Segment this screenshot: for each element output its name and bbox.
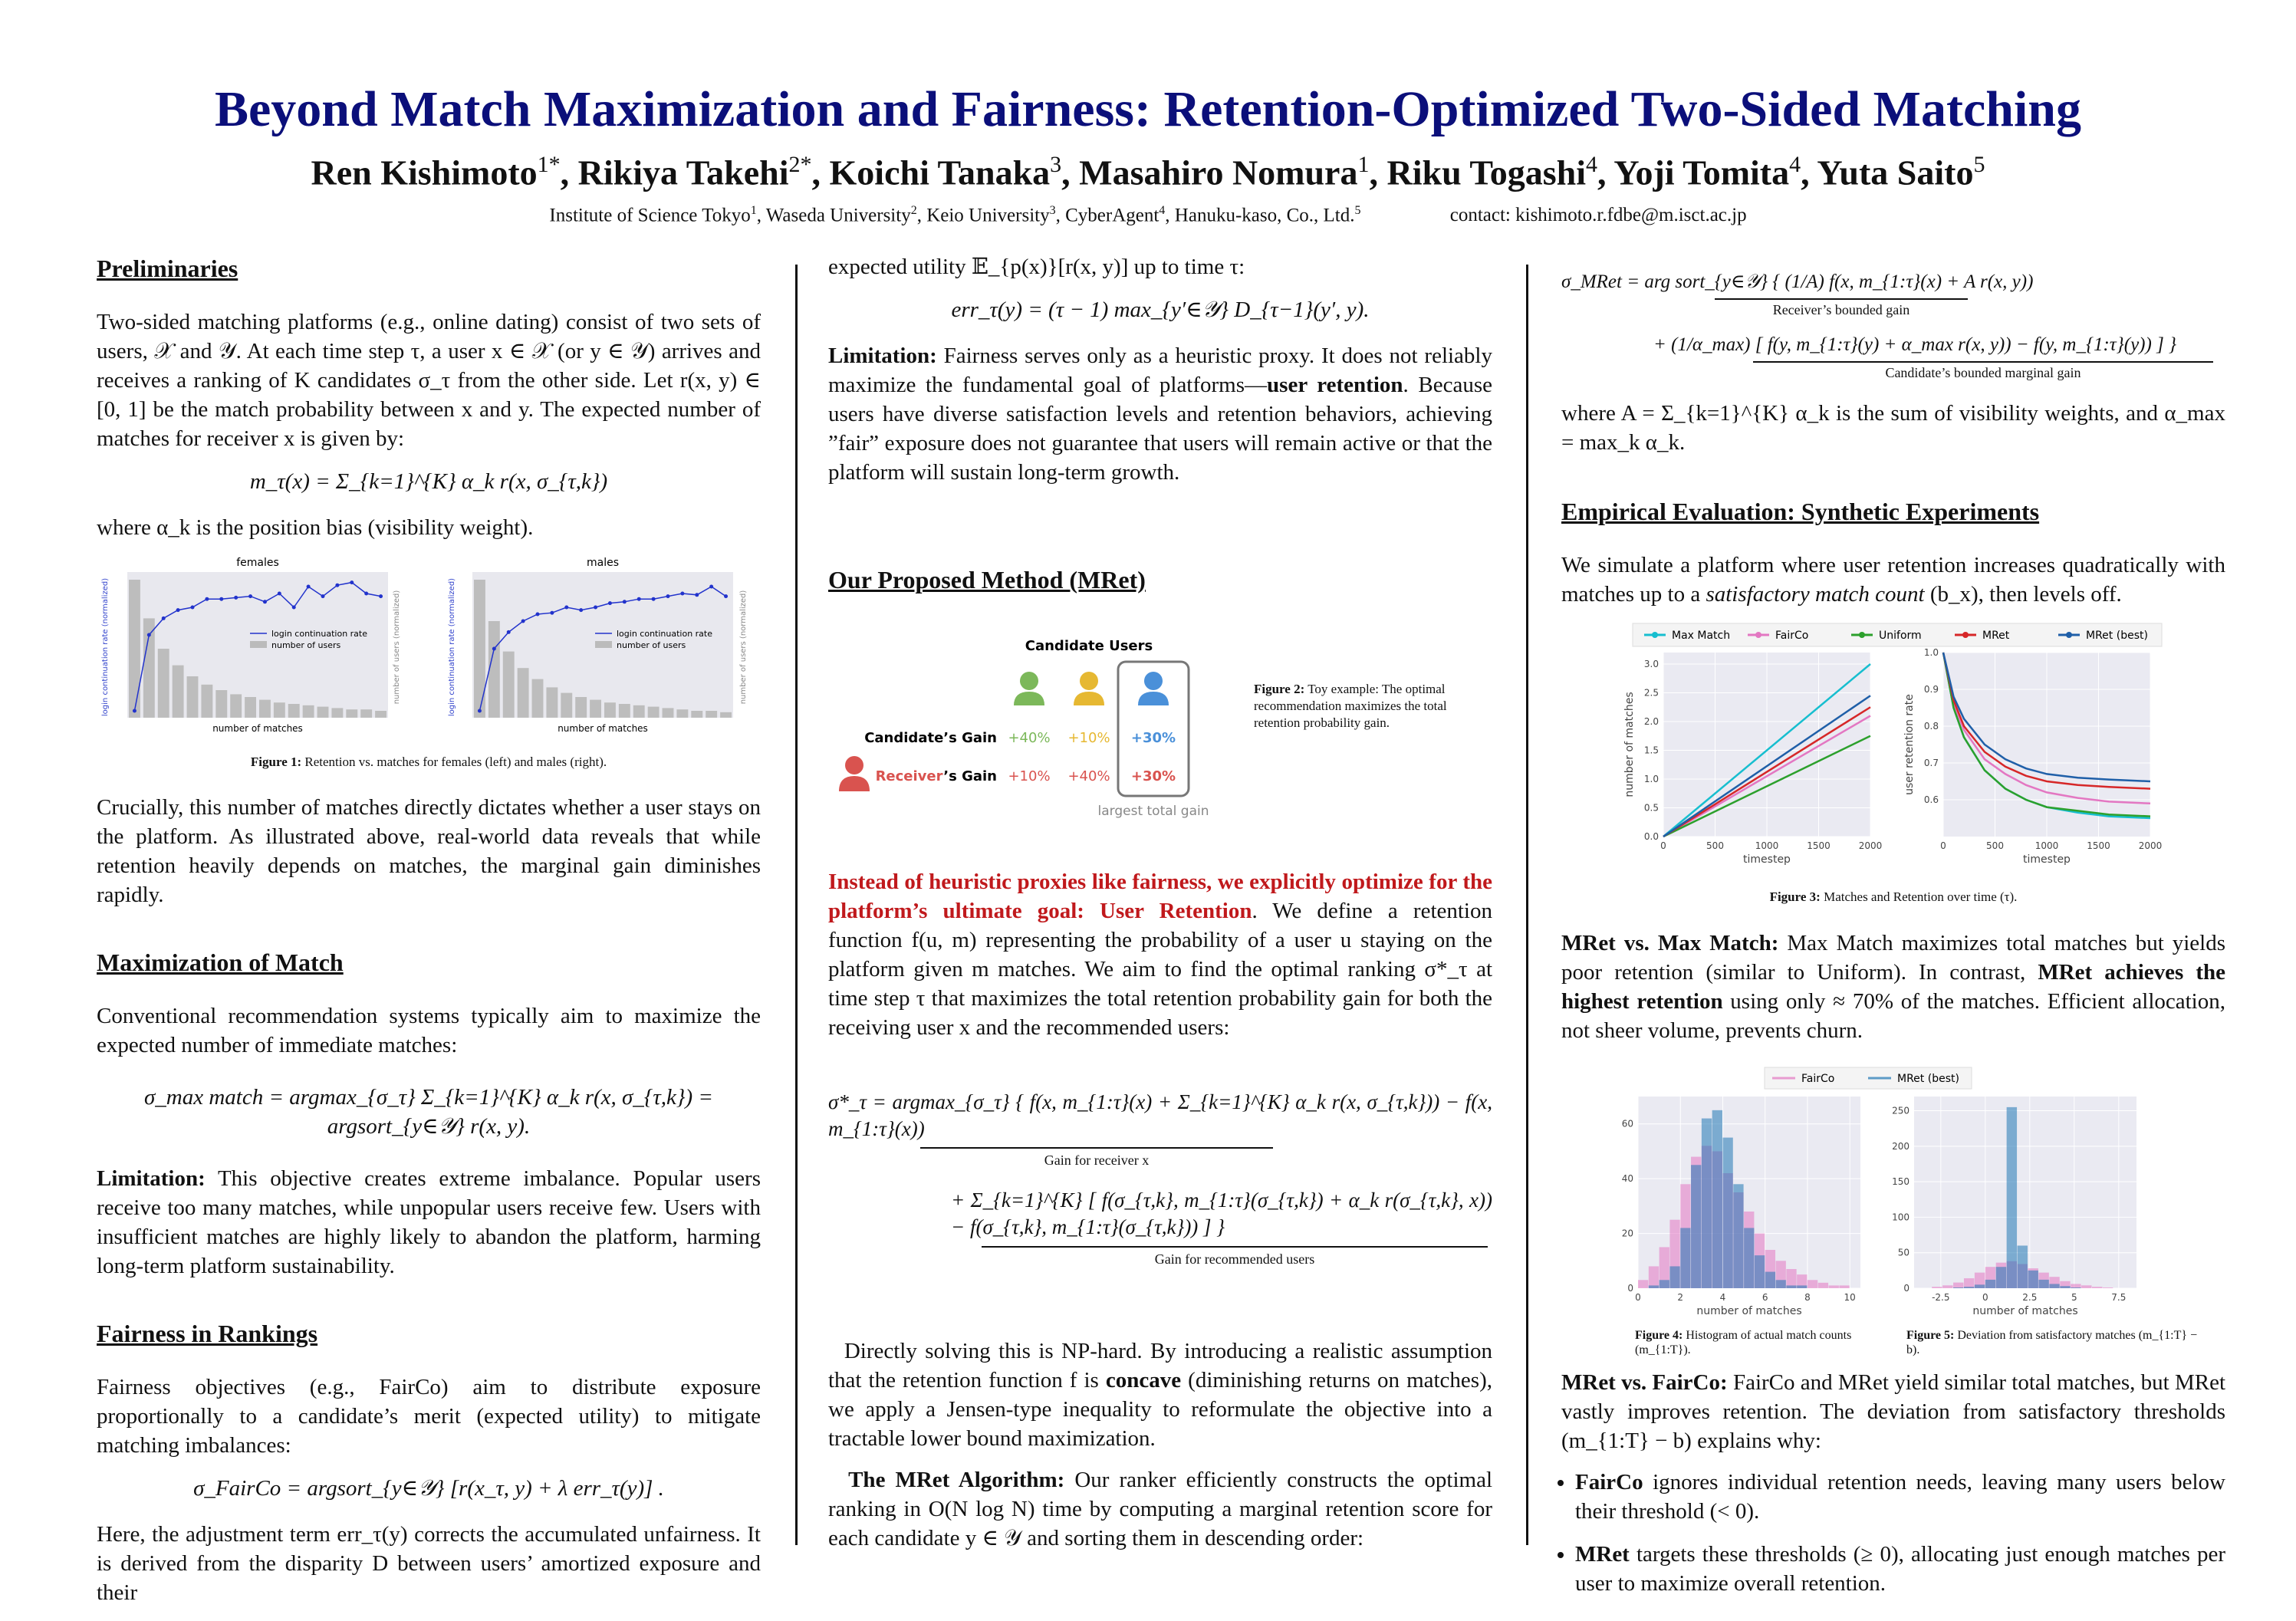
hist-bar	[1953, 1282, 1963, 1287]
fig1-panel-males	[448, 557, 748, 734]
hist-bar	[1964, 1287, 1974, 1288]
fig1-bar	[488, 621, 500, 718]
fig3-legend	[1633, 623, 2162, 646]
section-title-maximization: Maximization of Match	[97, 948, 344, 976]
bullet-list	[1561, 1468, 2225, 1599]
hist-bar	[2028, 1271, 2038, 1288]
fig1-bar	[129, 580, 140, 718]
fig1-legend-line: login continuation rate	[271, 628, 368, 639]
tick-label: 20	[1621, 1228, 1633, 1239]
figure-3-caption: Figure 3: Matches and Retention over time (τ).	[1769, 889, 2018, 905]
legend-label: Uniform	[1879, 629, 1922, 642]
author-name: Ren Kishimoto	[311, 153, 538, 192]
hist-bar	[1786, 1285, 1796, 1288]
receiver-icon	[839, 756, 870, 791]
tick-label: 8	[1804, 1291, 1811, 1303]
tick-label: 2.5	[1643, 687, 1659, 698]
gain-value: +30%	[1130, 768, 1176, 784]
hist-bar	[1744, 1228, 1754, 1288]
fig1-bar	[288, 704, 300, 718]
legend-marker	[1755, 632, 1761, 638]
axis-label: number of matches	[1972, 1304, 2078, 1317]
legend-label: FairCo	[1775, 629, 1809, 642]
paragraph: We simulate a platform where user retention increases quadratically with matches up to a satisfactory match count (b_x), then levels off.	[1561, 552, 2225, 607]
paragraph: MRet vs. Max Match: Max Match maximizes total matches but yields poor retention (similar to Uniform). In contrast, MRet achieves the highest retention using only ≈ 70% of the matches. Efficient allocation, not sheer volume, prevents churn.	[1561, 930, 2226, 1043]
tick-label: 2.0	[1643, 715, 1659, 727]
affiliations: Institute of Science Tokyo$^1$, Waseda University$^2$, Keio University$^3$, CyberAgent$^4$, Hanuku-kaso, Co., Ltd.$^5$ contact: kishimoto.r.fdbe@m.isct.ac.jp	[549, 204, 1747, 226]
fig1-bar	[173, 665, 184, 717]
fig1-bar	[346, 709, 357, 718]
tick-label: 50	[1897, 1247, 1909, 1258]
fig1-legend-bar: number of users	[617, 640, 686, 650]
hist-bar	[2007, 1107, 2017, 1288]
fig1-bar	[245, 697, 256, 718]
fig1-bar	[633, 705, 645, 718]
fig1-bar	[619, 704, 630, 718]
paragraph: Here, the adjustment term err_τ(y) corrects the accumulated unfairness. It is derived from the disparity D between users’ amortized exposure and their	[97, 1521, 761, 1605]
author-name: Yoji Tomita	[1613, 153, 1790, 192]
axis-label: number of matches	[1623, 691, 1636, 797]
fig5-histogram	[1892, 1097, 2136, 1317]
hist-bar	[1722, 1137, 1732, 1287]
axis-label: timestep	[2023, 853, 2071, 866]
hist-bar	[2049, 1284, 2059, 1288]
list-item: • MRet targets these thresholds (≥ 0), allocating just enough matches per user to maximize overall retention.	[1575, 1540, 2225, 1599]
tick-label: 1.0	[1643, 773, 1659, 784]
fig4-histogram	[1622, 1097, 1860, 1317]
paragraph: expected utility 𝔼_{p(x)}[r(x, y)] up to time τ:	[828, 255, 1245, 279]
hist-bar	[1660, 1280, 1669, 1288]
legend-label: Max Match	[1672, 629, 1731, 642]
fig1-legend-bar-swatch	[250, 641, 267, 648]
tick-label: 0	[1627, 1282, 1633, 1294]
fig1-xlabel: number of matches	[558, 722, 648, 734]
fig1-bar	[590, 699, 601, 717]
fig1-ylabel-right: number of users (normalized)	[393, 590, 401, 705]
tick-label: 0.9	[1923, 683, 1939, 695]
hist-bar	[2071, 1287, 2081, 1288]
hist-bar	[1975, 1284, 1985, 1288]
fig3-retention-plot	[1903, 647, 2162, 866]
hist-bar	[1942, 1285, 1952, 1288]
author-name: Rikiya Takehi	[577, 153, 789, 192]
row-label-receiver: Receiver’s Gain	[875, 768, 997, 784]
paragraph: MRet vs. FairCo: FairCo and MRet yield similar total matches, but MRet vastly improves retention. The deviation from satisfactory thresholds (m_{1:T} − b) explains why:	[1561, 1369, 2226, 1453]
tick-label: 500	[1986, 840, 2004, 851]
paragraph: Two-sided matching platforms (e.g., online dating) consist of two sets of users, 𝒳 and 𝒴. At each time step τ, a user x ∈ 𝒳 (or y ∈ 𝒴) arrives and receives a ranking of K candidates σ_τ from the other side. Let r(x, y) ∈ [0, 1] be the match probability between x and y. The expected number of matches for receiver x is given by:	[97, 309, 761, 451]
author-name: Riku Togashi	[1386, 153, 1587, 192]
section-title-preliminaries: Preliminaries	[97, 255, 238, 282]
fig3-matches-plot	[1623, 653, 1882, 866]
hist-bar	[1797, 1285, 1807, 1288]
column-divider	[795, 265, 798, 1545]
fig1-bar	[706, 711, 717, 718]
axis-label: user retention rate	[1903, 693, 1916, 795]
column-3	[1561, 253, 2225, 1613]
fig1-bar	[158, 649, 169, 718]
paragraph: Fairness objectives (e.g., FairCo) aim to distribute exposure proportionally to a candidate’s merit (expected utility) to mitigate matching imbalances:	[97, 1374, 761, 1458]
fig1-legend-bar: number of users	[271, 640, 341, 650]
hist-bar	[2060, 1286, 2070, 1288]
tick-label: 60	[1621, 1118, 1633, 1129]
tick-label: 0	[1660, 840, 1666, 851]
hist-bar	[1996, 1267, 2006, 1288]
legend-label: MRet (best)	[2086, 629, 2148, 642]
hist-bar	[2038, 1280, 2048, 1288]
hist-bar	[1712, 1110, 1722, 1288]
tick-label: 250	[1892, 1105, 1909, 1116]
author-name: Koichi Tanaka	[829, 153, 1051, 192]
hist-bar	[1649, 1285, 1659, 1288]
column-1	[97, 253, 761, 1620]
paragraph: where α_k is the position bias (visibility weight).	[97, 515, 534, 540]
legend-marker	[1859, 632, 1865, 638]
box-label: largest total gain	[1097, 803, 1209, 819]
figures-4-5	[1561, 1066, 2225, 1369]
fig1-bar	[375, 711, 387, 718]
hist-bar	[1953, 1287, 1963, 1288]
tick-label: 0	[1903, 1282, 1909, 1294]
hist-bar	[1808, 1280, 1817, 1288]
section-title-method: Our Proposed Method (MRet)	[828, 565, 1146, 593]
fig1-bar	[532, 679, 544, 717]
fig1-panel-title: males	[586, 556, 620, 569]
hist-bar	[1964, 1278, 1974, 1288]
fig1-bar	[663, 708, 674, 718]
tick-label: 40	[1621, 1172, 1633, 1184]
figure-2	[828, 627, 1492, 857]
fig1-panel-title: females	[236, 556, 279, 569]
tick-label: 100	[1892, 1212, 1909, 1223]
tick-label: 150	[1892, 1175, 1909, 1187]
paragraph: Conventional recommendation systems typically aim to maximize the expected number of immediate matches:	[97, 1003, 761, 1057]
fig1-bar	[503, 651, 515, 717]
paragraph: Crucially, this number of matches directly dictates whether a user stays on the platform. As illustrated above, real-world data reveals that while retention heavily depends on matches, the marginal gain diminishes rapidly.	[97, 795, 761, 907]
equation-fairco: σ_FairCo = argsort_{y∈𝒴} [r(x_τ, y) + λ err_τ(y)] .	[193, 1475, 664, 1501]
axis-label: timestep	[1743, 853, 1791, 866]
legend-label: MRet	[1982, 629, 2010, 642]
author-name: Masahiro Nomura	[1079, 153, 1358, 192]
hist-bar	[1691, 1165, 1701, 1288]
fig45-legend	[1765, 1067, 1972, 1089]
paragraph: The MRet Algorithm: Our ranker efficiently constructs the optimal ranking in O(N log N) time by computing a marginal retention score for each candidate y ∈ 𝒴 and sorting them in descending order:	[828, 1468, 1492, 1551]
fig1-ylabel-left: login continuation rate (normalized)	[448, 577, 456, 716]
user-icon-blue	[1138, 672, 1169, 705]
fig1-bar	[676, 709, 688, 718]
hist-bar	[1776, 1280, 1786, 1288]
tick-label: 0.6	[1923, 794, 1939, 805]
contact-email[interactable]: contact: kishimoto.r.fdbe@m.isct.ac.jp	[1449, 205, 1747, 226]
equation-err: err_τ(y) = (τ − 1) max_{y′∈𝒴} D_{τ−1}(y′, y).	[951, 297, 1370, 322]
gain-value: +10%	[1008, 768, 1051, 784]
fig1-bar	[561, 692, 572, 717]
tick-label: 4	[1719, 1291, 1726, 1303]
tick-label: 2000	[2138, 840, 2163, 851]
fig1-bar	[215, 690, 227, 718]
tick-label: 200	[1892, 1140, 1909, 1152]
paragraph: Directly solving this is NP-hard. By introducing a realistic assumption that the retention function f is concave (diminishing returns on matches), we apply a Jensen-type inequality to reformulate the objective into a tractable lower bound maximization.	[828, 1339, 1493, 1452]
fig1-ylabel-left: login continuation rate (normalized)	[101, 577, 110, 716]
hist-bar	[1733, 1184, 1743, 1288]
tick-label: 10	[1844, 1291, 1856, 1303]
tick-label: 0	[1940, 840, 1946, 851]
fig1-panel-females	[101, 557, 401, 734]
paragraph: where A = Σ_{k=1}^{K} α_k is the sum of visibility weights, and α_max = max_k α_k.	[1561, 400, 2225, 455]
section-title-fairness: Fairness in Rankings	[97, 1319, 318, 1347]
tick-label: 2	[1677, 1291, 1684, 1303]
hist-bar	[2103, 1287, 2113, 1288]
figure-1	[97, 555, 761, 771]
figure-5-caption: Figure 5: Deviation from satisfactory matches (m_{1:T} − b).	[1906, 1328, 2198, 1356]
tick-label: 0.5	[1643, 802, 1659, 813]
tick-label: 3.0	[1643, 658, 1659, 669]
paragraph: Limitation: Fairness serves only as a heuristic proxy. It does not reliably maximize the fundamental goal of platforms—user retention. Because users have diverse satisfaction levels and retention behaviors, achieving ”fair” exposure does not guarantee that users will remain active or that the platform will sustain long-term growth.	[828, 343, 1492, 485]
tick-label: 1.0	[1923, 646, 1939, 658]
hist-bar	[1669, 1266, 1679, 1288]
hist-bar	[1839, 1285, 1849, 1288]
fig1-ylabel-right: number of users (normalized)	[739, 590, 748, 705]
fig1-bar	[648, 706, 660, 717]
equation-optimal-ranking: σ*_τ = argmax_{σ_τ} { f(x, m_{1:τ}(x) + Σ_{k=1}^{K} α_k r(x, σ_{τ,k})) − f(x, m_{1:τ}(x)) Gain for receiver x + Σ_{k=1}^{K} [ f(σ_{τ,k}, m_{1:τ}(σ_{τ,k}) + α_k r(σ_{τ,k}, x)) − f(σ_{τ,k}, m_{1:τ}(σ_{τ,k})) ] } Gain for recommended users	[828, 1089, 1492, 1269]
tick-label: 0.7	[1923, 757, 1939, 768]
legend-marker	[1962, 632, 1969, 638]
tick-label: 0	[1635, 1291, 1641, 1303]
hist-bar	[1765, 1271, 1775, 1287]
figure-2-caption: Figure 2: Toy example: The optimal recommendation maximizes the total retention probability gain.	[1254, 681, 1447, 730]
tick-label: -2.5	[1932, 1291, 1950, 1303]
hist-bar	[2081, 1285, 2091, 1288]
fig1-bar	[303, 705, 314, 718]
legend-marker	[1652, 632, 1658, 638]
hist-bar	[1702, 1118, 1712, 1287]
fig1-bar	[604, 702, 616, 718]
tick-label: 1000	[1755, 840, 1779, 851]
fig1-bar	[546, 687, 558, 718]
fig1-bar	[720, 712, 732, 718]
tick-label: 2000	[1858, 840, 1883, 851]
gain-value: +10%	[1067, 729, 1110, 746]
fig1-bar	[360, 709, 372, 718]
legend-label: MRet (best)	[1897, 1072, 1959, 1085]
tick-label: 2.5	[2022, 1291, 2038, 1303]
figure-1-plots	[97, 555, 761, 739]
figure-3-plots	[1617, 622, 2169, 875]
hist-bar	[2092, 1287, 2102, 1288]
user-icon-green	[1014, 672, 1044, 705]
hist-bar	[1680, 1228, 1690, 1288]
figure-3	[1561, 622, 2225, 906]
fig1-bar	[259, 699, 271, 717]
tick-label: 1500	[2087, 840, 2110, 851]
tick-label: 1.5	[1643, 745, 1659, 755]
author-name: Yuta Saito	[1817, 153, 1974, 192]
fig1-xlabel: number of matches	[212, 722, 303, 734]
equation-max-match: σ_max match = argmax_{σ_τ} Σ_{k=1}^{K} α_k r(x, σ_{τ,k}) = argsort_{y∈𝒴} r(x, y).	[144, 1084, 713, 1139]
hist-bar	[2018, 1245, 2028, 1288]
equation-expected-matches: m_τ(x) = Σ_{k=1}^{K} α_k r(x, σ_{τ,k})	[249, 469, 608, 494]
hist-bar	[1985, 1280, 1995, 1288]
fig1-bar	[317, 706, 329, 717]
fig1-bar	[518, 668, 529, 718]
hist-bar	[1638, 1280, 1648, 1288]
hist-bar	[1786, 1269, 1796, 1288]
gain-value: +40%	[1008, 729, 1051, 746]
gain-value: +40%	[1067, 768, 1110, 784]
hist-bar	[1755, 1255, 1765, 1288]
gain-value: +30%	[1130, 729, 1176, 746]
user-icon-yellow	[1074, 672, 1104, 705]
hist-bar	[1829, 1285, 1839, 1288]
tick-label: 0.8	[1923, 720, 1939, 732]
row-label-candidate: Candidate’s Gain	[864, 729, 997, 746]
fig1-bar	[575, 697, 587, 718]
tick-label: 500	[1706, 840, 1724, 851]
tick-label: 5	[2071, 1291, 2077, 1303]
figures-4-5-plots	[1607, 1066, 2159, 1327]
figure-1-caption: Figure 1: Retention vs. matches for females (left) and males (right).	[250, 754, 607, 769]
author-list: Ren Kishimoto$^{1*}$, Rikiya Takehi$^{2*}$, Koichi Tanaka$^3$, Masahiro Nomura$^1$, Riku Togashi$^4$, Yoji Tomita$^4$, Yuta Saito$^5$	[311, 152, 1985, 192]
hist-bar	[1649, 1266, 1659, 1288]
tick-label: 0	[1982, 1291, 1988, 1303]
tick-label: 6	[1761, 1291, 1768, 1303]
list-item: • FairCo ignores individual retention needs, leaving many users below their threshold (< 0).	[1575, 1468, 2225, 1527]
fig1-legend-bar-swatch	[595, 641, 612, 648]
legend-label: FairCo	[1801, 1072, 1835, 1085]
section-title-empirical: Empirical Evaluation: Synthetic Experiments	[1561, 497, 2040, 525]
fig1-bar	[230, 694, 242, 718]
fig1-bar	[187, 676, 199, 718]
equation-mret: σ_MRet = arg sort_{y∈𝒴} { (1/A) f(x, m_{1:τ}(x) + A r(x, y)) Receiver’s bounded gain + (1/α_max) [ f(y, m_{1:τ}(y) + α_max r(x, y)) − f(y, m_{1:τ}(y)) ] } Candidate’s bounded marginal gain	[1561, 270, 2225, 383]
fig1-legend-line: login continuation rate	[617, 628, 713, 639]
fig1-bar	[331, 708, 343, 718]
paragraph: Instead of heuristic proxies like fairness, we explicitly optimize for the platform’s ultimate goal: User Retention. We define a retention function f(u, m) representing the probability of a user u staying on the platform given m matches. We aim to find the optimal ranking σ*_τ at time step τ that maximizes the total retention probability gain for both the receiving user x and the recommended users:	[828, 869, 1492, 1040]
legend-marker	[2066, 632, 2072, 638]
axis-label: number of matches	[1696, 1304, 1802, 1317]
tick-label: 1000	[2034, 840, 2059, 851]
hist-bar	[1818, 1283, 1828, 1288]
tick-label: 7.5	[2111, 1291, 2127, 1303]
column-divider	[1526, 265, 1528, 1545]
fig1-bar	[201, 685, 212, 718]
fig2-title: Candidate Users	[1025, 637, 1153, 654]
hist-bar	[1932, 1287, 1942, 1288]
fig1-bar	[274, 702, 285, 718]
fig1-bar	[691, 711, 702, 718]
tick-label: 1500	[1807, 840, 1831, 851]
column-2	[828, 253, 1492, 1566]
paragraph: Limitation: This objective creates extreme imbalance. Popular users receive too many matches, while unpopular users receive few. Users with insufficient matches are highly likely to abandon the platform, harming long-term platform sustainability.	[97, 1166, 761, 1278]
fig1-bar	[474, 580, 485, 718]
poster-title: Beyond Match Maximization and Fairness: Retention-Optimized Two-Sided Matching	[214, 81, 2081, 137]
tick-label: 0.0	[1643, 830, 1659, 842]
figure-4-caption: Figure 4: Histogram of actual match counts (m_{1:T}).	[1635, 1328, 1852, 1356]
figure-2-diagram	[828, 627, 1258, 850]
